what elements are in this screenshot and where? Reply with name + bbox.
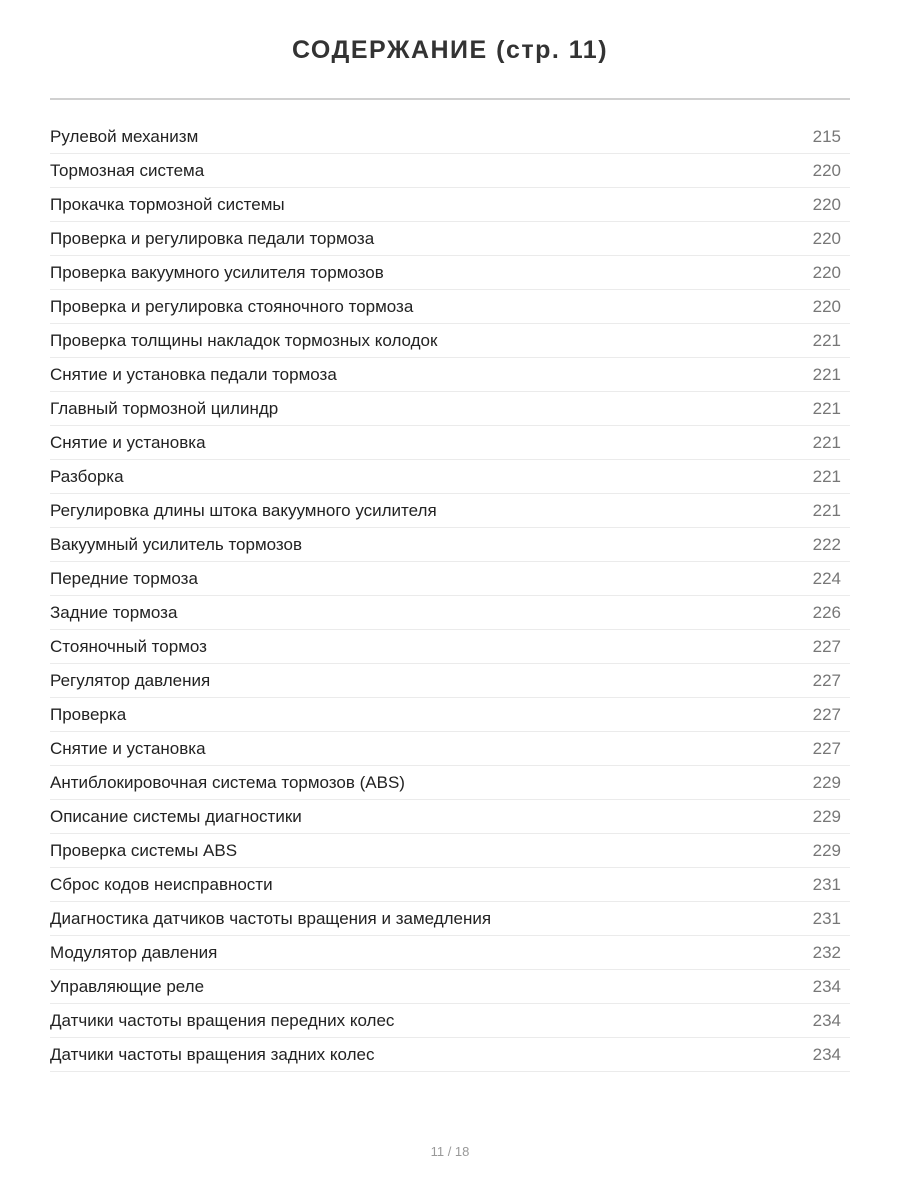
toc-entry-title: Стояночный тормоз [50, 637, 207, 656]
toc-entry-page: 231 [812, 909, 841, 928]
toc-entry-title: Главный тормозной цилиндр [50, 399, 279, 418]
toc-entry[interactable] [50, 1004, 850, 1038]
toc-entry[interactable] [50, 766, 850, 800]
toc-entry-page: 229 [812, 807, 841, 826]
toc-entry-page: 221 [812, 467, 841, 486]
toc-entry[interactable] [50, 392, 850, 426]
toc-entry-page: 227 [812, 671, 841, 690]
toc-entry[interactable] [50, 732, 850, 766]
toc-entry[interactable] [50, 902, 850, 936]
toc-entry-page: 220 [812, 229, 841, 248]
toc-entry-title: Проверка вакуумного усилителя тормозов [50, 263, 384, 282]
toc-entry[interactable] [50, 630, 850, 664]
toc-entry-page: 229 [812, 773, 841, 792]
toc-entry[interactable] [50, 664, 850, 698]
toc-entry-page: 227 [812, 637, 841, 656]
toc-entry[interactable] [50, 426, 850, 460]
toc-entry-title: Датчики частоты вращения задних колес [50, 1045, 375, 1064]
toc-entry-title: Проверка и регулировка педали тормоза [50, 229, 375, 248]
toc-entry-page: 221 [812, 501, 841, 520]
toc-entry-page: 227 [812, 705, 841, 724]
toc-entry-page: 221 [812, 399, 841, 418]
toc-entry-page: 234 [812, 1045, 841, 1064]
toc-entry-title: Проверка толщины накладок тормозных колодок [50, 331, 438, 350]
toc-entry[interactable] [50, 800, 850, 834]
toc-entry-page: 229 [812, 841, 841, 860]
toc-entry-title: Вакуумный усилитель тормозов [50, 535, 302, 554]
toc-entry-title: Снятие и установка [50, 433, 206, 452]
toc-entry-page: 220 [812, 263, 841, 282]
toc-entry-title: Проверка системы ABS [50, 841, 238, 860]
toc-entry-title: Регулировка длины штока вакуумного усилителя [50, 501, 437, 520]
toc-entry[interactable] [50, 936, 850, 970]
toc-entry-page: 222 [812, 535, 841, 554]
toc-entry-page: 215 [812, 127, 841, 146]
toc-entry-page: 220 [812, 161, 841, 180]
toc-entry[interactable] [50, 1038, 850, 1072]
toc-entry-title: Рулевой механизм [50, 127, 199, 146]
page-title: СОДЕРЖАНИЕ (стр. 11) [291, 36, 609, 64]
toc-entry-page: 221 [812, 365, 841, 384]
toc-entry-title: Диагностика датчиков частоты вращения и замедления [50, 909, 492, 928]
page-indicator: 11 / 18 [430, 1144, 470, 1159]
toc-entry-title: Регулятор давления [50, 671, 211, 690]
toc-entry-title: Разборка [50, 467, 124, 486]
toc-entry[interactable] [50, 460, 850, 494]
toc-entry-page: 221 [812, 331, 841, 350]
toc-entry-title: Антиблокировочная система тормозов (ABS) [50, 773, 405, 792]
toc-entry[interactable] [50, 222, 850, 256]
toc-entry-page: 226 [812, 603, 841, 622]
toc-entry[interactable] [50, 290, 850, 324]
toc-entry[interactable] [50, 324, 850, 358]
toc-entry-title: Управляющие реле [50, 977, 205, 996]
toc-entry[interactable] [50, 154, 850, 188]
toc-entry-page: 224 [812, 569, 841, 588]
toc-entry-title: Датчики частоты вращения передних колес [50, 1011, 395, 1030]
toc-entry[interactable] [50, 596, 850, 630]
toc-entry[interactable] [50, 188, 850, 222]
toc-entry[interactable] [50, 562, 850, 596]
toc-entry-title: Проверка и регулировка стояночного тормоза [50, 297, 414, 316]
toc-entry-title: Передние тормоза [50, 569, 198, 588]
toc-entry-page: 234 [812, 1011, 841, 1030]
toc-entry-title: Модулятор давления [50, 943, 218, 962]
toc-entry-title: Проверка [50, 705, 127, 724]
toc-entry-title: Снятие и установка педали тормоза [50, 365, 337, 384]
toc-entry[interactable] [50, 698, 850, 732]
toc-entry-title: Описание системы диагностики [50, 807, 302, 826]
toc-entry[interactable] [50, 120, 850, 154]
toc-entry-title: Прокачка тормозной системы [50, 195, 285, 214]
toc-entry-page: 232 [812, 943, 841, 962]
toc-entry-page: 234 [812, 977, 841, 996]
title-divider [50, 98, 850, 100]
toc-entry-title: Снятие и установка [50, 739, 206, 758]
toc-entry[interactable] [50, 494, 850, 528]
toc-entry-page: 220 [812, 297, 841, 316]
toc-entry-page: 221 [812, 433, 841, 452]
toc-entry-title: Тормозная система [50, 161, 205, 180]
toc-list [50, 120, 850, 1072]
toc-entry-page: 231 [812, 875, 841, 894]
toc-entry[interactable] [50, 970, 850, 1004]
toc-entry[interactable] [50, 256, 850, 290]
toc-entry[interactable] [50, 834, 850, 868]
toc-entry-page: 220 [812, 195, 841, 214]
toc-entry[interactable] [50, 528, 850, 562]
toc-entry[interactable] [50, 358, 850, 392]
toc-entry-page: 227 [812, 739, 841, 758]
toc-entry[interactable] [50, 868, 850, 902]
toc-entry-title: Сброс кодов неисправности [50, 875, 273, 894]
toc-entry-title: Задние тормоза [50, 603, 178, 622]
